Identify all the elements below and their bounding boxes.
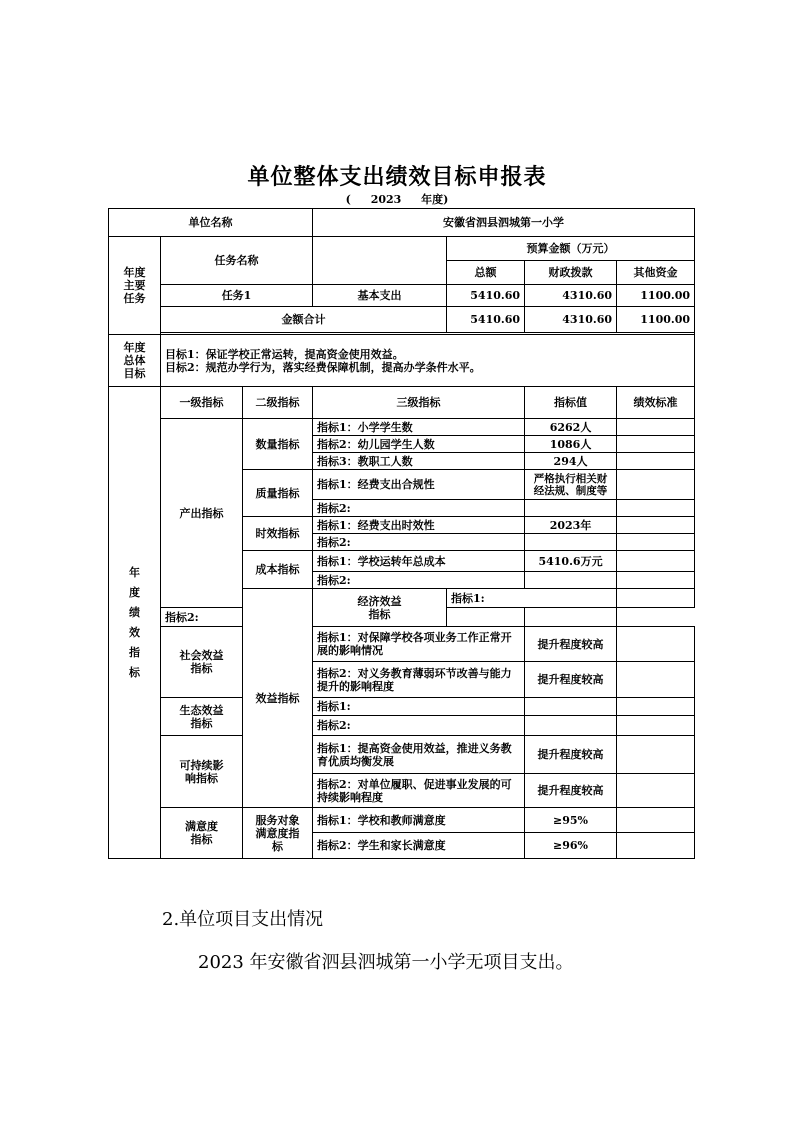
indicator-standard xyxy=(617,627,695,662)
sum-label: 金额合计 xyxy=(161,307,447,333)
indicator-value: 提升程度较高 xyxy=(525,662,617,698)
indicator-text: 指标1：小学学生数 xyxy=(313,419,525,436)
satisfaction-label: 满意度 指标 xyxy=(161,808,243,859)
cost-label: 成本指标 xyxy=(243,551,313,589)
timeliness-label: 时效指标 xyxy=(243,517,313,551)
indicator-text: 指标3：教职工人数 xyxy=(313,453,525,470)
service-satisfaction-label: 服务对象 满意度指 标 xyxy=(243,808,313,859)
indicator-value: 6262人 xyxy=(525,419,617,436)
indicator-standard xyxy=(617,662,695,698)
indicator-text: 指标2：对义务教育薄弱环节改善与能力提升的影响程度 xyxy=(313,662,525,698)
sum-total: 5410.60 xyxy=(447,307,525,333)
section-heading: 2.单位项目支出情况 xyxy=(162,909,324,930)
indicator-value: ≥95% xyxy=(525,808,617,833)
indicator-standard xyxy=(617,534,695,551)
social-label: 社会效益 指标 xyxy=(161,627,243,698)
section-paragraph: 2023 年安徽省泗县泗城第一小学无项目支出。 xyxy=(198,952,574,973)
indicator-text: 指标1: xyxy=(313,698,525,716)
ecological-label: 生态效益 指标 xyxy=(161,698,243,736)
output-label: 产出指标 xyxy=(161,419,243,608)
sum-fiscal: 4310.60 xyxy=(525,307,617,333)
total-header: 总额 xyxy=(447,261,525,285)
indicator-value xyxy=(525,500,617,517)
task-name: 任务1 xyxy=(161,285,313,307)
year-open: ( xyxy=(345,193,351,206)
indicator-text: 指标1：学校运转年总成本 xyxy=(313,551,525,572)
task-total: 5410.60 xyxy=(447,285,525,307)
l1-header: 一级指标 xyxy=(161,387,243,419)
indicator-standard xyxy=(617,572,695,589)
indicator-value: 294人 xyxy=(525,453,617,470)
indicator-text: 指标1：经费支出时效性 xyxy=(313,517,525,534)
table-row xyxy=(109,808,695,833)
indicator-text: 指标1：提高资金使用效益，推进义务教育优质均衡发展 xyxy=(313,736,525,774)
sum-row xyxy=(109,307,695,333)
performance-label: 年 度 绩 效 指 标 xyxy=(109,387,161,859)
indicator-text: 指标2：对单位履职、促进事业发展的可持续影响程度 xyxy=(313,774,525,808)
quality-label: 质量指标 xyxy=(243,470,313,517)
indicator-value xyxy=(525,716,617,736)
year-value: 2023 xyxy=(370,193,402,206)
indicator-text: 指标2：幼儿园学生人数 xyxy=(313,436,525,453)
overall-goals-content xyxy=(161,335,695,387)
indicator-standard xyxy=(617,517,695,534)
indicator-value xyxy=(525,572,617,589)
perf-header-row xyxy=(109,387,695,419)
task-content-header xyxy=(313,237,447,285)
indicator-text: 指标1：学校和教师满意度 xyxy=(313,808,525,833)
benefit-label: 效益指标 xyxy=(243,589,313,808)
indicator-standard xyxy=(617,698,695,716)
l2-header: 二级指标 xyxy=(243,387,313,419)
performance-form-table xyxy=(108,208,695,859)
indicator-text: 指标2: xyxy=(313,572,525,589)
overall-goals-label: 年度 总体 目标 xyxy=(109,335,161,387)
indicator-standard xyxy=(617,833,695,859)
unit-label: 单位名称 xyxy=(109,209,313,237)
indicator-standard xyxy=(617,419,695,436)
indicator-text: 指标1：对保障学校各项业务工作正常开展的影响情况 xyxy=(313,627,525,662)
indicator-value xyxy=(447,608,525,627)
indicator-value xyxy=(617,589,695,608)
task-other: 1100.00 xyxy=(617,285,695,307)
indicator-text: 指标2：学生和家长满意度 xyxy=(313,833,525,859)
indicator-value: ≥96% xyxy=(525,833,617,859)
year-line xyxy=(0,191,794,207)
tasks-header-row xyxy=(109,237,695,261)
standard-header: 绩效标准 xyxy=(617,387,695,419)
goal-line: 目标1：保证学校正常运转，提高资金使用效益。 xyxy=(165,347,404,361)
annual-tasks-label: 年度 主要 任务 xyxy=(109,237,161,335)
page-title: 单位整体支出绩效目标申报表 xyxy=(247,164,547,190)
indicator-standard xyxy=(617,500,695,517)
indicator-standard xyxy=(525,608,617,627)
table-row xyxy=(109,736,695,774)
quantity-label: 数量指标 xyxy=(243,419,313,470)
indicator-standard xyxy=(617,453,695,470)
table-row xyxy=(109,698,695,716)
task-row xyxy=(109,285,695,307)
indicator-standard xyxy=(617,551,695,572)
indicator-value: 提升程度较高 xyxy=(525,774,617,808)
indicator-text: 指标1：经费支出合规性 xyxy=(313,470,525,500)
overall-goals-row xyxy=(109,335,695,387)
indicator-standard xyxy=(617,716,695,736)
indicator-standard xyxy=(617,808,695,833)
task-fiscal: 4310.60 xyxy=(525,285,617,307)
sum-other: 1100.00 xyxy=(617,307,695,333)
task-content: 基本支出 xyxy=(313,285,447,307)
other-header: 其他资金 xyxy=(617,261,695,285)
indicator-standard xyxy=(617,436,695,453)
indicator-value xyxy=(525,698,617,716)
indicator-text: 指标2: xyxy=(161,608,313,627)
indicator-value: 2023年 xyxy=(525,517,617,534)
indicator-text: 指标2: xyxy=(313,716,525,736)
indicator-standard xyxy=(617,774,695,808)
task-name-header: 任务名称 xyxy=(161,237,313,285)
indicator-value: 提升程度较高 xyxy=(525,736,617,774)
table-row xyxy=(109,627,695,662)
indicator-value: 1086人 xyxy=(525,436,617,453)
economic-label: 经济效益 指标 xyxy=(313,589,447,627)
l3-header: 三级指标 xyxy=(313,387,525,419)
fiscal-header: 财政拨款 xyxy=(525,261,617,285)
indicator-value: 严格执行相关财经法规、制度等 xyxy=(525,470,617,500)
indicator-text: 指标2: xyxy=(313,500,525,517)
indicator-value xyxy=(525,534,617,551)
indicator-standard xyxy=(617,470,695,500)
indicator-standard xyxy=(617,736,695,774)
budget-header: 预算金额（万元） xyxy=(447,237,695,261)
indicator-value: 5410.6万元 xyxy=(525,551,617,572)
unit-row xyxy=(109,209,695,237)
value-header: 指标值 xyxy=(525,387,617,419)
indicator-text: 指标1: xyxy=(447,589,617,608)
indicator-text: 指标2: xyxy=(313,534,525,551)
goal-line: 目标2：规范办学行为，落实经费保障机制，提高办学条件水平。 xyxy=(165,360,481,374)
table-row xyxy=(109,419,695,436)
year-suffix: 年度) xyxy=(421,193,449,206)
sustainable-label: 可持续影 响指标 xyxy=(161,736,243,808)
indicator-value: 提升程度较高 xyxy=(525,627,617,662)
unit-name: 安徽省泗县泗城第一小学 xyxy=(313,209,695,237)
